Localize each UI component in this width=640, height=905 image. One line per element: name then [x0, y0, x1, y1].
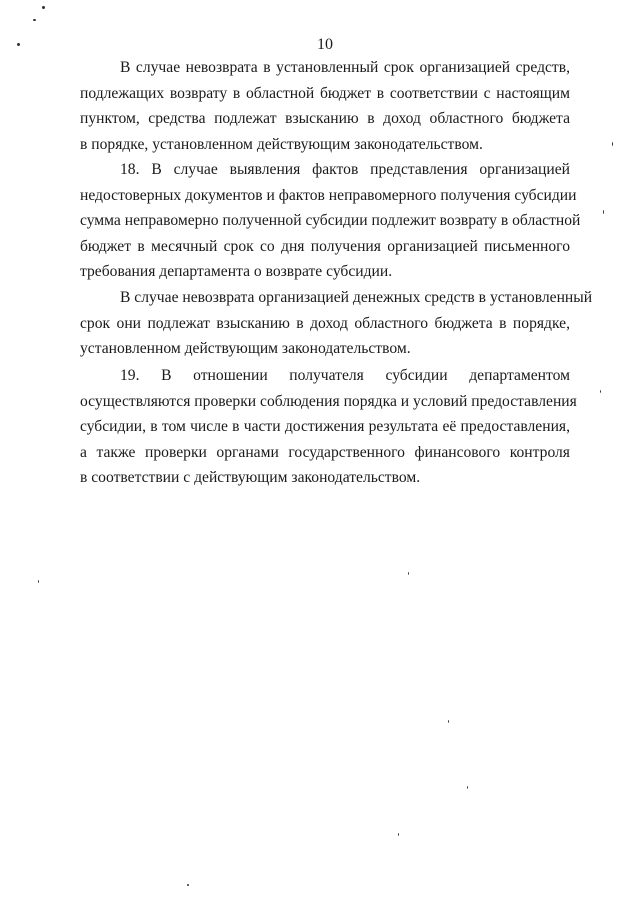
text-line: в порядке, установленном действующим законодательством. [80, 135, 483, 153]
text-line: сумма неправомерно полученной субсидии подлежит возврату в областной [80, 212, 581, 229]
text-line: подлежащих возврату в областной бюджет в соответствии с настоящим [80, 84, 570, 102]
text-line: осуществляются проверки соблюдения порядка и условий предоставления [80, 392, 577, 410]
text-line: срок они подлежат взысканию в доход областного бюджета в порядке, [80, 314, 570, 332]
text-line: бюджет в месячный срок со дня получения организацией письменного [80, 237, 570, 255]
scan-speck [42, 6, 45, 9]
text-line: в соответствии с действующим законодательством. [80, 469, 421, 486]
text-line: 18. В случае выявления фактов представления организацией [120, 161, 570, 178]
scan-speck [408, 572, 409, 575]
scan-speck [600, 390, 601, 393]
scan-speck [398, 833, 399, 836]
paragraph [80, 363, 577, 491]
text-line: В случае невозврата в установленный срок организацией средств, [120, 59, 570, 76]
scan-speck [612, 142, 613, 146]
paragraph [80, 285, 593, 362]
text-line: а также проверки органами государственного финансового контроля [80, 443, 570, 461]
text-line: недостоверных документов и фактов неправомерного получения субсидии [80, 186, 577, 204]
page-number: 10 [317, 36, 333, 53]
text-line: субсидии, в том числе в части достижения результата её предоставления, [80, 418, 570, 435]
scan-speck [448, 720, 449, 723]
paragraph [80, 55, 570, 157]
scan-speck [33, 19, 36, 21]
text-line: требования департамента о возврате субсидии. [80, 263, 393, 280]
text-line: 19. В отношении получателя субсидии департаментом [120, 367, 570, 384]
scan-speck [603, 210, 604, 214]
scan-speck [38, 580, 39, 583]
scan-speck [467, 786, 468, 789]
paragraph [80, 157, 581, 285]
text-line: пунктом, средства подлежат взысканию в доход областного бюджета [80, 110, 570, 127]
text-line: В случае невозврата организацией денежных средств в установленный [120, 289, 593, 306]
text-line: установленном действующим законодательством. [80, 340, 411, 357]
scan-speck [187, 884, 189, 886]
